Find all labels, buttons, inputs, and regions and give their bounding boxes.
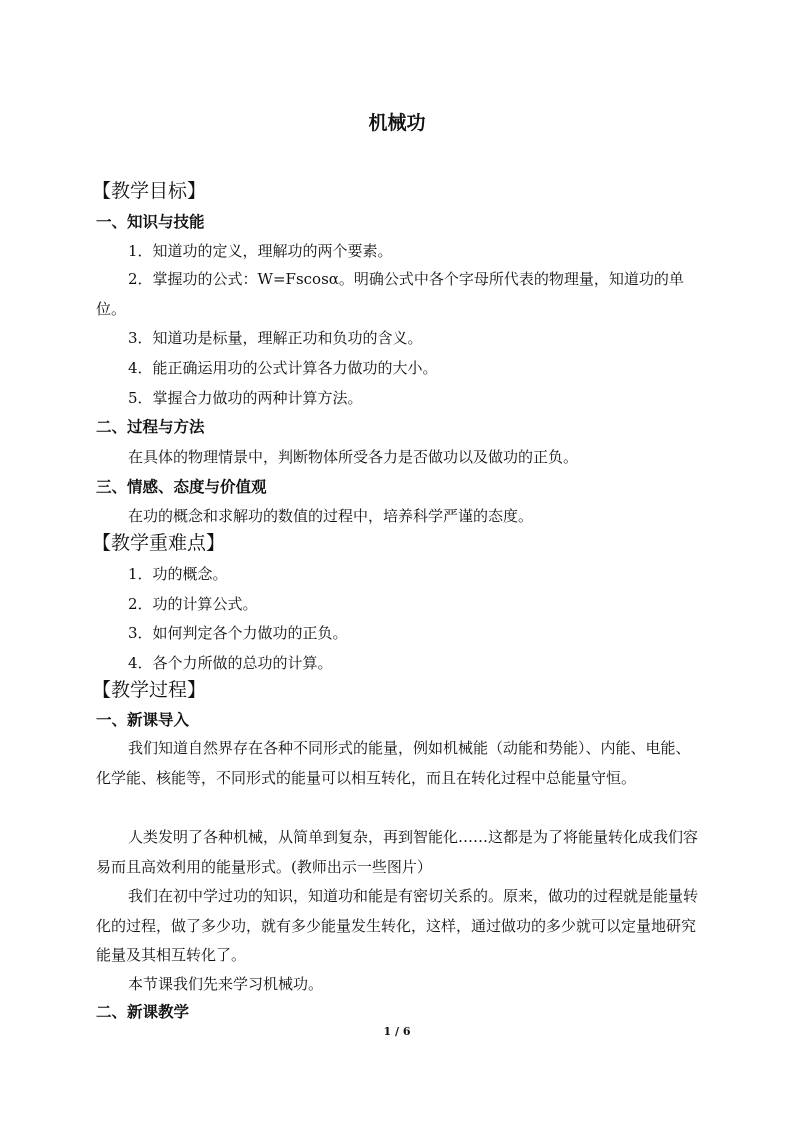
intro-paragraph-1: 我们知道自然界存在各种不同形式的能量，例如机械能（动能和势能）、内能、电能、化学能、核能等，不同形式的能量可以相互转化，而且在转化过程中总能量守恒。 bbox=[96, 739, 691, 787]
page-number: 1 / 6 bbox=[383, 1025, 411, 1038]
goal-item-3: 3．知道功是标量，理解正功和负功的含义。 bbox=[128, 329, 423, 347]
subheading-new-lesson: 二、新课教学 bbox=[96, 1002, 190, 1021]
page-title: 机械功 bbox=[368, 112, 426, 134]
keypoint-item-2: 2．功的计算公式。 bbox=[128, 595, 258, 613]
goal-item-5: 5．掌握合力做功的两种计算方法。 bbox=[128, 389, 363, 407]
keypoint-item-4: 4．各个力所做的总功的计算。 bbox=[128, 654, 333, 672]
subheading-attitude: 三、情感、态度与价值观 bbox=[96, 477, 267, 496]
keypoint-item-1: 1．功的概念。 bbox=[128, 565, 228, 583]
section-heading-keypoints: 【教学重难点】 bbox=[92, 532, 226, 554]
subheading-knowledge: 一、知识与技能 bbox=[96, 212, 205, 231]
goal-item-1: 1．知道功的定义，理解功的两个要素。 bbox=[128, 242, 393, 260]
goal-item-4: 4．能正确运用功的公式计算各力做功的大小。 bbox=[128, 359, 438, 377]
keypoint-item-3: 3．如何判定各个力做功的正负。 bbox=[128, 624, 348, 642]
subheading-process-method: 二、过程与方法 bbox=[96, 417, 205, 436]
subheading-intro: 一、新课导入 bbox=[96, 710, 190, 729]
intro-paragraph-2: 人类发明了各种机械，从简单到复杂，再到智能化……这都是为了将能量转化成我们容易而且高效利用的能量形式。(教师出示一些图片） bbox=[96, 828, 699, 876]
intro-paragraph-3: 我们在初中学过功的知识，知道功和能是有密切关系的。原来，做功的过程就是能量转化的过程，做了多少功，就有多少能量发生转化，这样，通过做功的多少就可以定量地研究能量及其相互转化了。 bbox=[96, 887, 699, 964]
goal-item-2: 2．掌握功的公式：W=Fscosα。明确公式中各个字母所代表的物理量，知道功的单位。 bbox=[96, 270, 684, 318]
section-heading-goals: 【教学目标】 bbox=[92, 180, 207, 202]
process-method-text: 在具体的物理情景中，判断物体所受各力是否做功以及做功的正负。 bbox=[128, 448, 579, 466]
intro-paragraph-4: 本节课我们先来学习机械功。 bbox=[128, 975, 324, 993]
attitude-text: 在功的概念和求解功的数值的过程中，培养科学严谨的态度。 bbox=[128, 507, 534, 525]
section-heading-process: 【教学过程】 bbox=[92, 679, 207, 701]
